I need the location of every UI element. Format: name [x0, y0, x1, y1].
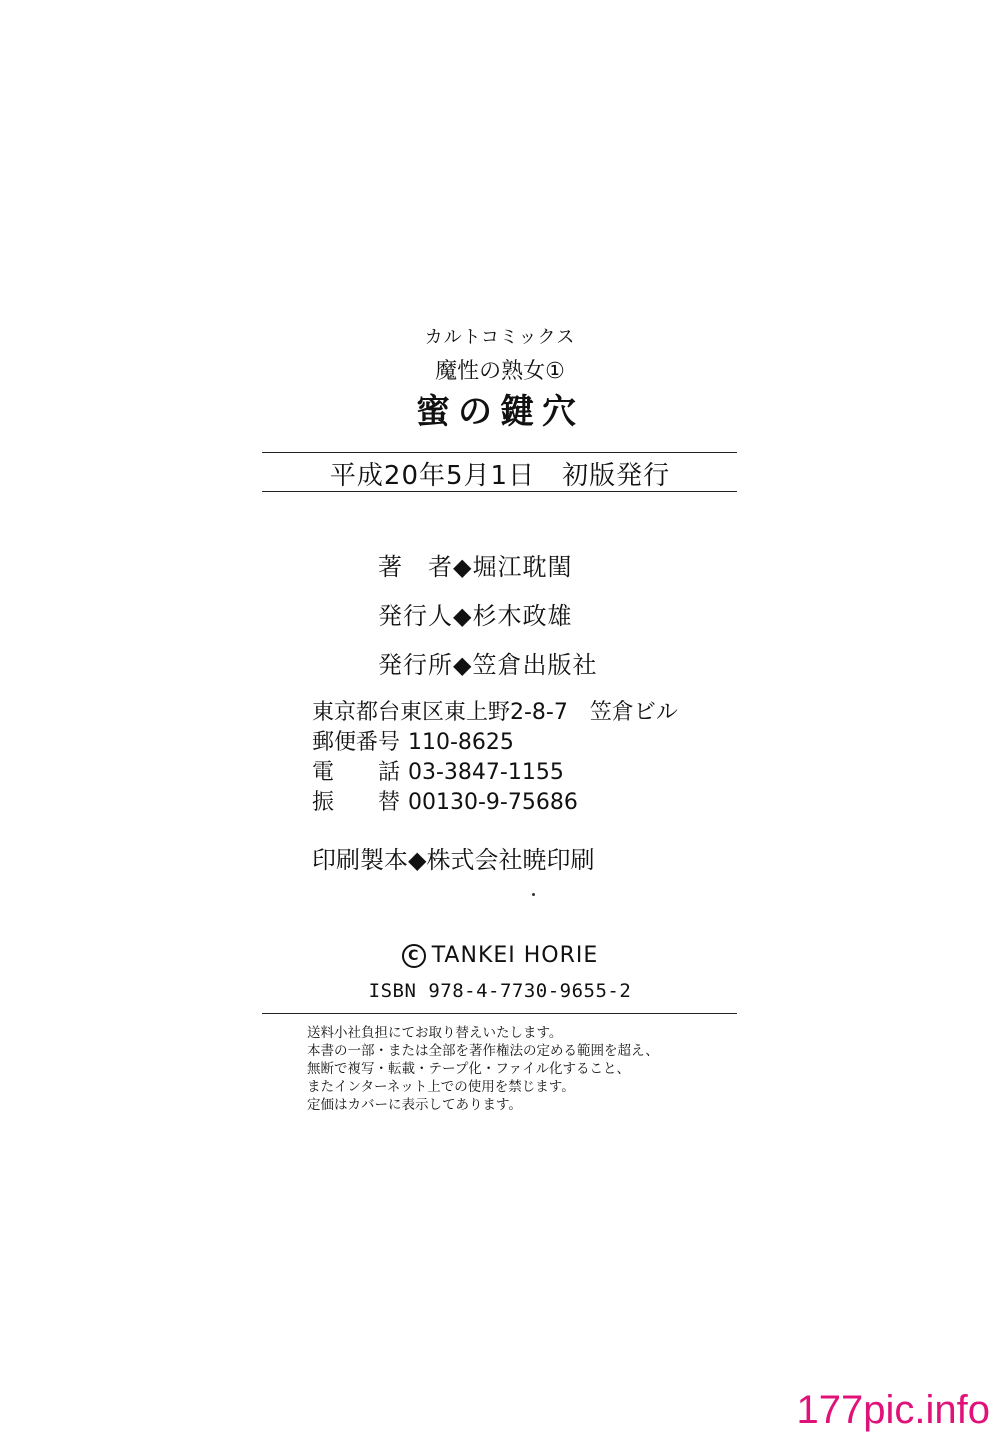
note-line: 本書の一部・または全部を著作権法の定める範囲を超え、 — [307, 1043, 659, 1059]
note-line: またインターネット上での使用を禁じます。 — [307, 1079, 575, 1095]
publisher-person-credit: 発行人◆杉木政雄 — [378, 602, 573, 630]
phone-label: 電 話 — [312, 760, 401, 785]
postal-code-value: 110-8625 — [408, 730, 514, 755]
note-line: 定価はカバーに表示してあります。 — [307, 1097, 522, 1113]
postal-code-row — [312, 725, 514, 756]
copyright-line — [0, 943, 1000, 968]
copyright-holder: TANKEI HORIE — [431, 943, 599, 968]
publication-date: 平成20年5月1日 初版発行 — [329, 461, 671, 491]
publisher-credit: 発行所◆笠倉出版社 — [378, 651, 598, 679]
phone-row — [312, 755, 564, 786]
series-name: カルトコミックス — [424, 327, 576, 348]
author-credit: 著 者◆堀江耽閨 — [378, 553, 573, 581]
phone-value: 03-3847-1155 — [408, 760, 564, 785]
transfer-value: 00130-9-75686 — [408, 790, 578, 815]
volume-subtitle: 魔性の熟女① — [435, 359, 565, 384]
pubdate-divider — [262, 491, 737, 492]
stray-dot — [532, 893, 535, 896]
book-title: 蜜の鍵穴 — [416, 392, 584, 432]
transfer-row — [312, 785, 578, 816]
bottom-divider — [262, 1013, 737, 1014]
address-line: 東京都台東区東上野2-8-7 笠倉ビル — [312, 700, 678, 725]
printing-credit: 印刷製本◆株式会社暁印刷 — [312, 846, 595, 874]
site-watermark: 177pic.info — [796, 1388, 990, 1432]
copyright-icon: C — [402, 944, 426, 968]
notes-block — [307, 1024, 659, 1114]
note-line: 送料小社負担にてお取り替えいたします。 — [307, 1025, 563, 1041]
isbn: ISBN 978-4-7730-9655-2 — [368, 980, 632, 1002]
postal-code-label: 郵便番号 — [312, 730, 401, 755]
transfer-label: 振 替 — [312, 790, 401, 815]
note-line: 無断で複写・転載・テープ化・ファイル化すること、 — [307, 1061, 631, 1077]
top-divider — [262, 452, 737, 453]
